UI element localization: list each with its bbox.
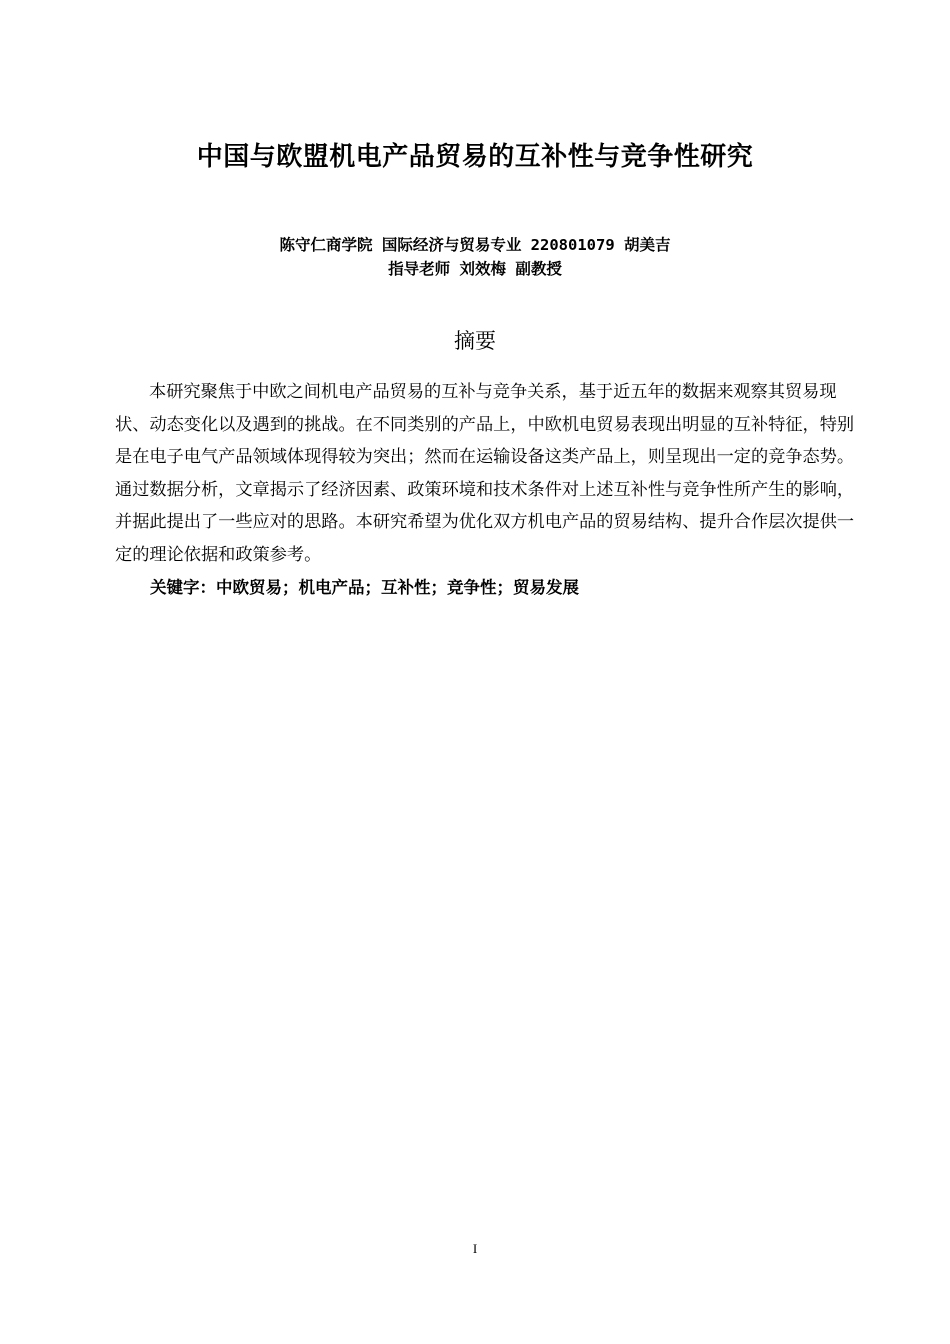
author-line: 陈守仁商学院 国际经济与贸易专业 220801079 胡美吉 (279, 236, 671, 254)
advisor-line: 指导老师 刘效梅 副教授 (388, 260, 562, 278)
abstract-paragraph: 本研究聚焦于中欧之间机电产品贸易的互补与竞争关系，基于近五年的数据来观察其贸易现状、动态变化以及遇到的挑战。在不同类别的产品上，中欧机电贸易表现出明显的互补特征，特别是在电子电气产品领域体现得较为突出；然而在运输设备这类产品上，则呈现出一定的竞争态势。通过数据分析，文章揭示了经济因素、政策环境和技术条件对上述互补性与竞争性所产生的影响，并据此提出了一些应对的思路。本研究希望为优化双方机电产品的贸易结构、提升合作层次提供一定的理论依据和政策参考。 (115, 382, 855, 565)
paper-title: 中国与欧盟机电产品贸易的互补性与竞争性研究 (196, 142, 754, 172)
author-info (0, 233, 950, 281)
page-number: I (472, 1241, 478, 1256)
keywords-line: 关键字：中欧贸易；机电产品；互补性；竞争性；贸易发展 (150, 578, 579, 597)
abstract-heading: 摘要 (454, 329, 496, 353)
